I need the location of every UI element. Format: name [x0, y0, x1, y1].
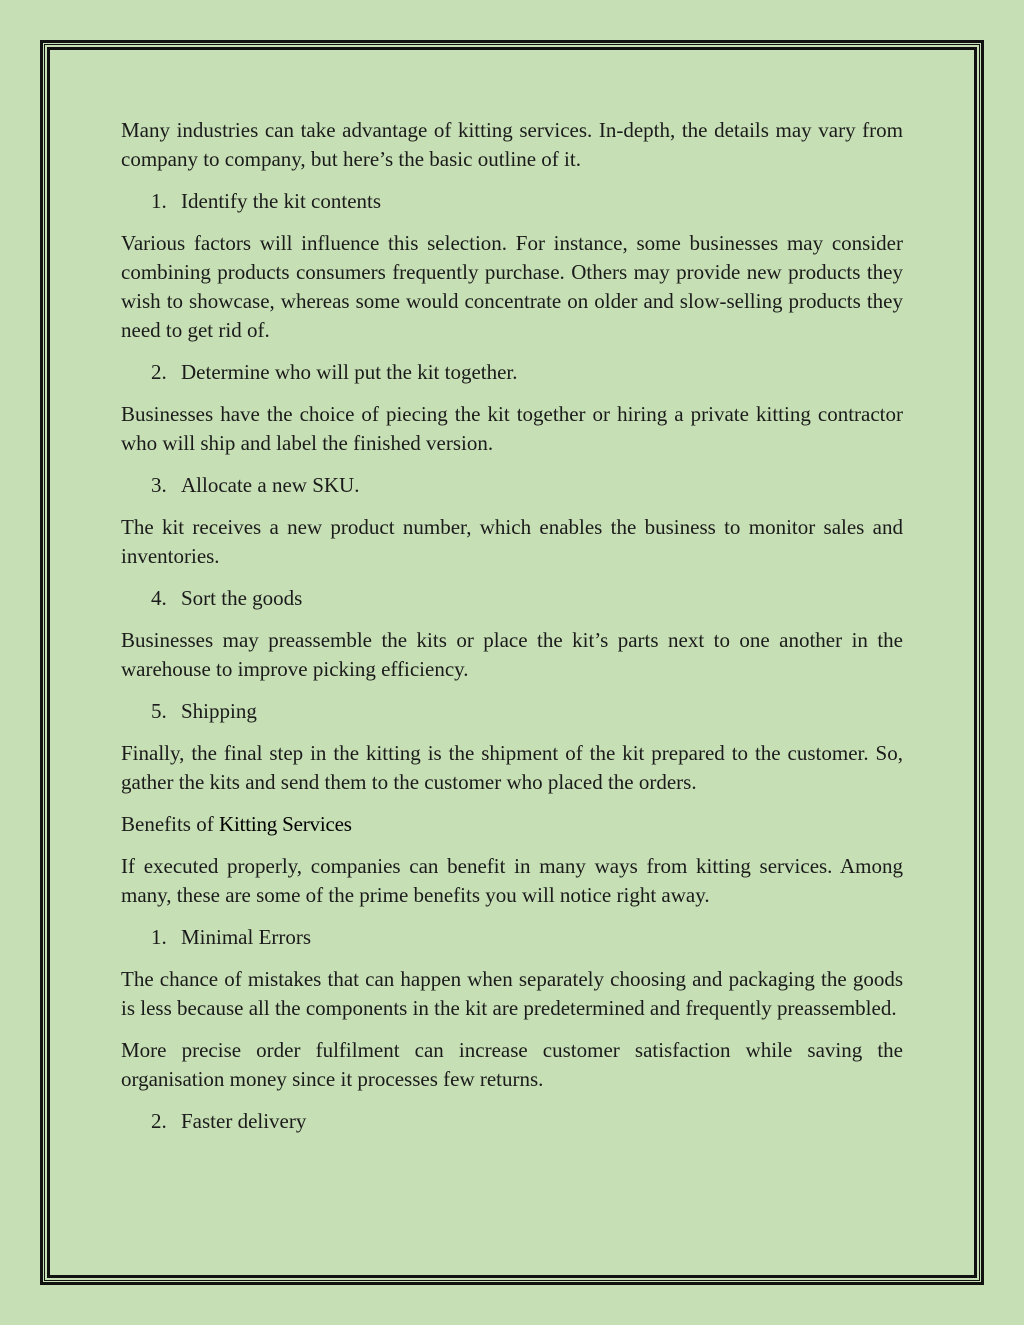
list-item-minimal-errors — [121, 923, 903, 952]
list-item-label: Determine who will put the kit together. — [181, 360, 518, 384]
list-item-label: Sort the goods — [181, 586, 303, 610]
paragraph-order-fulfilment: More precise order fulfilment can increase customer satisfaction while saving the organisation money since it processes few returns. — [121, 1038, 903, 1091]
list-item-sort-goods — [121, 584, 903, 613]
list-number: 2. — [151, 360, 167, 384]
list-item-label: Faster delivery — [181, 1109, 307, 1133]
document-body — [121, 116, 903, 1149]
list-number: 3. — [151, 473, 167, 497]
paragraph-kit-contents: Various factors will influence this selection. For instance, some businesses may consider combining products consumers frequently purchase. Others may provide new products they wish to showcase, whereas some would concentrate on older and slow-selling products they need to get rid of. — [121, 231, 903, 342]
list-number: 4. — [151, 586, 167, 610]
paragraph-sort-goods: Businesses may preassemble the kits or place the kit’s parts next to one another in the warehouse to improve picking efficiency. — [121, 628, 903, 681]
list-item-determine-assembler — [121, 358, 903, 387]
list-item-label: Minimal Errors — [181, 925, 312, 949]
paragraph-shipping: Finally, the final step in the kitting is the shipment of the kit prepared to the customer. So, gather the kits and send them to the customer who placed the orders. — [121, 741, 903, 794]
benefits-heading — [121, 810, 903, 839]
list-number: 2. — [151, 1109, 167, 1133]
list-number: 5. — [151, 699, 167, 723]
paragraph-benefits-intro: If executed properly, companies can benefit in many ways from kitting services. Among many, these are some of the prime benefits you will notice right away. — [121, 854, 903, 907]
benefits-heading-prefix: Benefits of — [121, 812, 219, 836]
list-item-faster-delivery — [121, 1107, 903, 1136]
paragraph-intro: Many industries can take advantage of kitting services. In-depth, the details may vary from company to company, but here’s the basic outline of it. — [121, 118, 903, 171]
list-item-label: Allocate a new SKU. — [181, 473, 360, 497]
list-item-label: Shipping — [181, 699, 257, 723]
kitting-services-link[interactable]: Kitting Services — [218, 812, 352, 836]
list-item-label: Identify the kit contents — [181, 189, 382, 213]
list-number: 1. — [151, 189, 167, 213]
paragraph-assembler: Businesses have the choice of piecing the kit together or hiring a private kitting contractor who will ship and label the finished version. — [121, 402, 903, 455]
paragraph-sku: The kit receives a new product number, which enables the business to monitor sales and inventories. — [121, 515, 903, 568]
paragraph-minimal-errors: The chance of mistakes that can happen when separately choosing and packaging the goods is less because all the components in the kit are predetermined and frequently preassembled. — [121, 967, 903, 1020]
list-number: 1. — [151, 925, 167, 949]
list-item-shipping — [121, 697, 903, 726]
list-item-allocate-sku — [121, 471, 903, 500]
list-item-identify-kit-contents — [121, 187, 903, 216]
